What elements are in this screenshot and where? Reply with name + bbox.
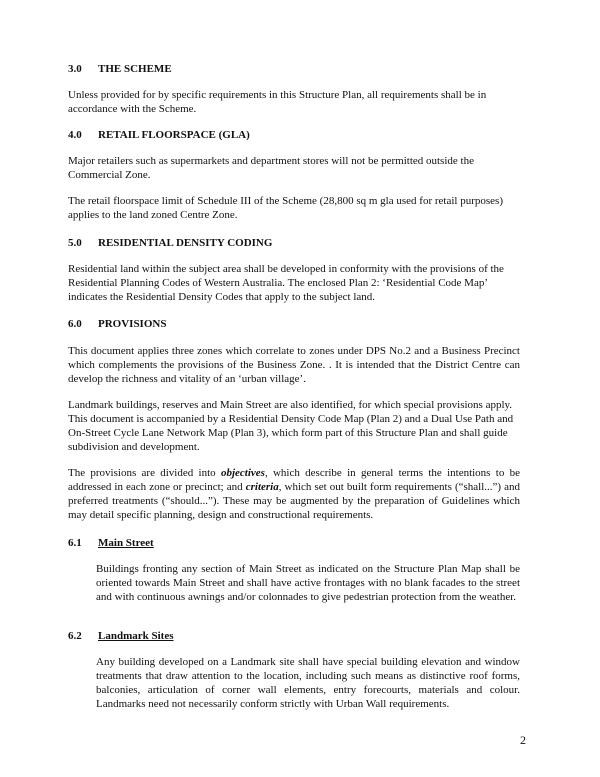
paragraph: Unless provided for by specific requirements in this Structure Plan, all requirements shall be in accordance with the Scheme. xyxy=(68,89,487,115)
heading-4-0 xyxy=(68,128,520,142)
emphasis-criteria: criteria xyxy=(245,481,279,493)
section-number: 5.0 xyxy=(68,237,82,249)
paragraph: Any building developed on a Landmark site shall have special building elevation and window treatments that draw attention to the location, including such means as distinctive roof forms, balconies, articulation of corner wall elements, entry forecourts, materials and colour. Landmarks need not necessarily conform strictly with Urban Wall requirements. xyxy=(96,656,520,710)
text-run: The provisions are divided into xyxy=(68,467,221,479)
section-title: Landmark Sites xyxy=(98,630,174,642)
section-number: 6.2 xyxy=(68,630,82,642)
paragraph xyxy=(68,466,520,522)
text-run: , which set out built form requirements (“shall...”) and preferred treatments (“should...”). These may be augmented by the preparation of Guidelines which may detail specific planning, design and constructional requirements. xyxy=(68,481,520,521)
page-number: 2 xyxy=(520,733,526,747)
heading-5-0 xyxy=(68,236,520,250)
section-title: Main Street xyxy=(98,537,154,549)
section-number: 4.0 xyxy=(68,129,82,141)
paragraph: Residential land within the subject area shall be developed in conformity with the provisions of the Residential Planning Codes of Western Australia. The enclosed Plan 2: ‘Residential Code Map’ indicates the Residential Density Codes that apply to the subject land. xyxy=(68,263,504,303)
section-title: THE SCHEME xyxy=(98,63,172,75)
paragraph: This document applies three zones which correlate to zones under DPS No.2 and a Business Precinct which complements the provisions of the Business Zone. . It is intended that the District Centre can develop the richness and vitality of an ‘urban village’. xyxy=(68,345,520,385)
section-number: 6.0 xyxy=(68,318,82,330)
subheading-6-1 xyxy=(68,536,520,550)
section-title: RETAIL FLOORSPACE (GLA) xyxy=(98,129,250,141)
text-run: , which describe in general terms the intentions to be addressed in each zone or precinct; and xyxy=(68,467,520,493)
subheading-6-2 xyxy=(68,629,520,643)
heading-3-0 xyxy=(68,62,520,76)
paragraph: The retail floorspace limit of Schedule III of the Scheme (28,800 sq m gla used for retail purposes) applies to the land zoned Centre Zone. xyxy=(68,195,503,221)
paragraph: Landmark buildings, reserves and Main Street are also identified, for which special provisions apply. This document is accompanied by a Residential Density Code Map (Plan 2) and a Dual Use Path and On-Street Cycle Lane Network Map (Plan 3), which form part of this Structure Plan and shall guide subdivision and development. xyxy=(68,399,514,453)
heading-6-0 xyxy=(68,317,520,331)
section-title: PROVISIONS xyxy=(98,318,167,330)
section-title: RESIDENTIAL DENSITY CODING xyxy=(98,237,273,249)
emphasis-objectives: objectives xyxy=(220,467,265,479)
section-number: 3.0 xyxy=(68,63,82,75)
paragraph: Major retailers such as supermarkets and department stores will not be permitted outside the Commercial Zone. xyxy=(68,155,474,181)
paragraph: Buildings fronting any section of Main Street as indicated on the Structure Plan Map shall be oriented towards Main Street and shall have active frontages with no blank facades to the street and with continuous awnings and/or colonnades to give pedestrian protection from the weather. xyxy=(96,563,520,603)
section-number: 6.1 xyxy=(68,537,82,549)
